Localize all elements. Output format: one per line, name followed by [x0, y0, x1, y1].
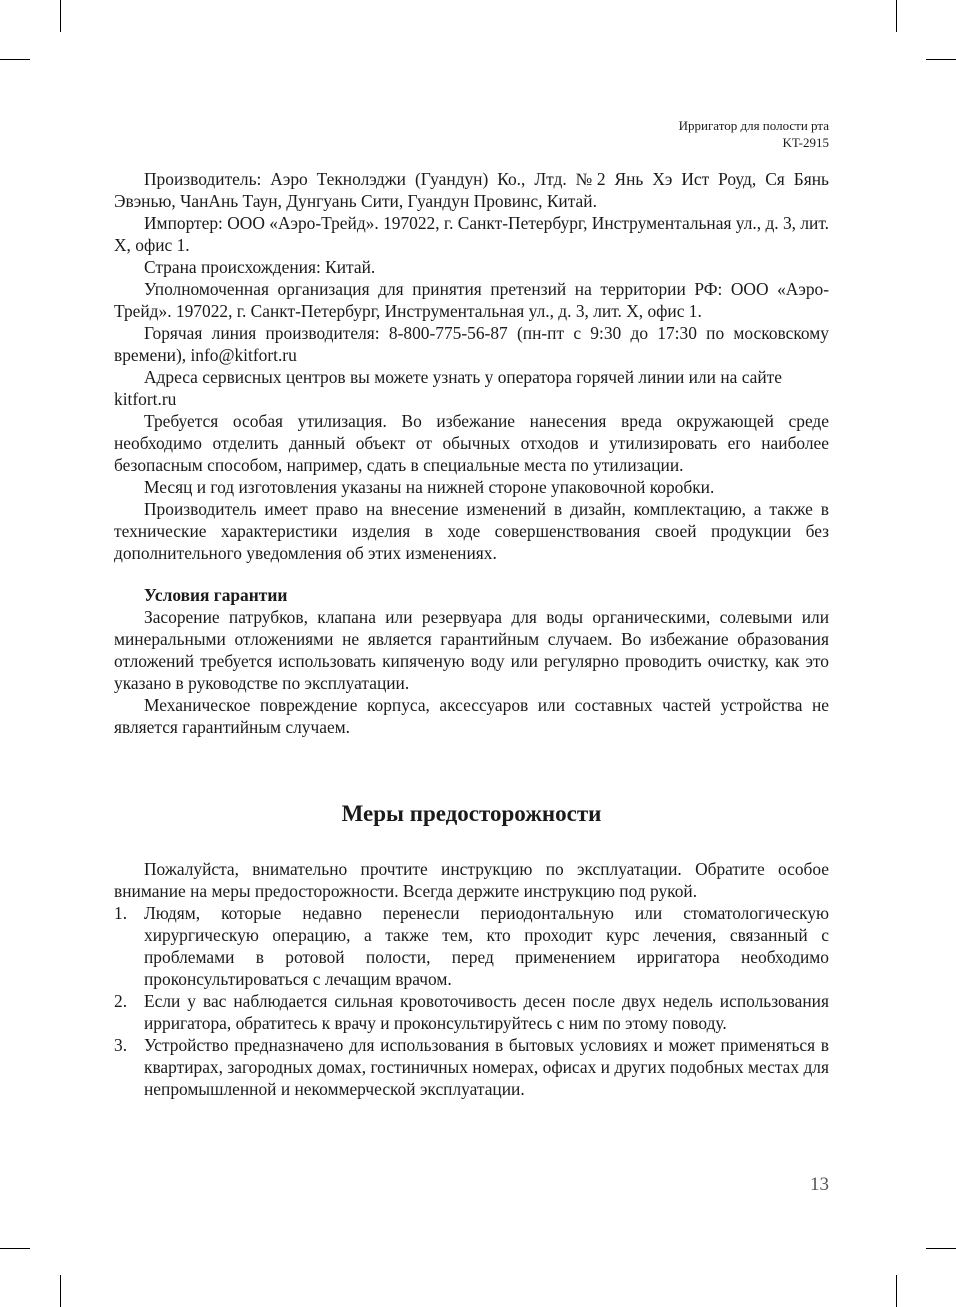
- crop-mark-right-top: [926, 59, 956, 60]
- list-item-number: 3.: [114, 1035, 128, 1055]
- warranty-paragraph: Засорение патрубков, клапана или резервуара для воды органическими, солевыми или минеральными отложениями не является гарантийным случаем. Во избежание образования отложений требуется использовать кипяченую воду или регулярно проводить очистку, как это указано в руководстве по эксплуатации.: [114, 607, 829, 693]
- changes-paragraph: Производитель имеет право на внесение изменений в дизайн, комплектацию, а также в технические характеристики изделия в ходе совершенствования своей продукции без дополнительного уведомления об этих изменениях.: [114, 499, 829, 563]
- precautions-list: [114, 902, 829, 1100]
- crop-mark-left-bottom: [0, 1248, 30, 1249]
- crop-mark-left-top: [0, 59, 30, 60]
- list-item: [114, 990, 829, 1034]
- list-item-number: 2.: [114, 991, 128, 1011]
- warranty-heading: Условия гарантии: [144, 585, 288, 605]
- header-model: KT-2915: [782, 135, 829, 150]
- crop-mark-bottom-right: [896, 1275, 897, 1307]
- manufacturer-paragraph: Производитель: Аэро Текнолэджи (Гуандун) Ко., Лтд. №2 Янь Хэ Ист Роуд, Ся Бянь Эвэнью, ЧанАнь Таун, Дунгуань Сити, Гуандун Провинс, Китай.: [114, 169, 829, 211]
- list-item-text: Людям, которые недавно перенесли периодонтальную или стоматологическую хирургическую операцию, а также тем, кто проходит курс лечения, связанный с проблемами в ротовой полости, перед применением ирригатора необходимо проконсультироваться с лечащим врачом.: [144, 903, 829, 989]
- service-centers-paragraph: Адреса сервисных центров вы можете узнать у оператора горячей линии или на сайте kitfort.ru: [114, 367, 782, 409]
- country-paragraph: Страна происхождения: Китай.: [144, 257, 376, 277]
- hotline-paragraph: Горячая линия производителя: 8-800-775-56-87 (пн-пт с 9:30 до 17:30 по московскому времени), info@kitfort.ru: [114, 323, 829, 365]
- list-item: [114, 1034, 829, 1100]
- crop-mark-top-left: [60, 0, 61, 32]
- crop-mark-right-bottom: [926, 1248, 956, 1249]
- disposal-paragraph: Требуется особая утилизация. Во избежание нанесения вреда окружающей среде необходимо отделить данный объект от обычных отходов и утилизировать его наиболее безопасным способом, например, сдать в специальные места по утилизации.: [114, 411, 829, 475]
- warranty-paragraph: Механическое повреждение корпуса, аксессуаров или составных частей устройства не является гарантийным случаем.: [114, 695, 829, 737]
- precautions-heading: Меры предосторожности: [341, 801, 602, 826]
- precautions-intro: Пожалуйста, внимательно прочтите инструкцию по эксплуатации. Обратите особое внимание на меры предосторожности. Всегда держите инструкцию под рукой.: [114, 859, 829, 901]
- importer-paragraph: Импортер: ООО «Аэро-Трейд». 197022, г. Санкт-Петербург, Инструментальная ул., д. 3, лит. Х, офис 1.: [114, 213, 830, 255]
- list-item-number: 1.: [114, 903, 128, 923]
- list-item-text: Если у вас наблюдается сильная кровоточивость десен после двух недель использования ирригатора, обратитесь к врачу и проконсультируйтесь с ним по этому поводу.: [144, 991, 829, 1033]
- list-item: [114, 902, 829, 990]
- running-header: [679, 117, 829, 151]
- claims-organization-paragraph: Уполномоченная организация для принятия претензий на территории РФ: ООО «Аэро-Трейд». 197022, г. Санкт-Петербург, Инструментальная ул., д. 3, лит. Х, офис 1.: [114, 279, 829, 321]
- page-content: [114, 168, 829, 1100]
- page-number: 13: [810, 1174, 829, 1195]
- header-product-name: Ирригатор для полости рта: [678, 118, 829, 133]
- crop-mark-top-right: [896, 0, 897, 32]
- crop-mark-bottom-left: [60, 1275, 61, 1307]
- manufacture-date-paragraph: Месяц и год изготовления указаны на нижней стороне упаковочной коробки.: [144, 477, 715, 497]
- list-item-text: Устройство предназначено для использования в бытовых условиях и может применяться в квартирах, загородных домах, гостиничных номерах, офисах и других подобных местах для непромышленной и некоммерческой эксплуатации.: [144, 1035, 829, 1099]
